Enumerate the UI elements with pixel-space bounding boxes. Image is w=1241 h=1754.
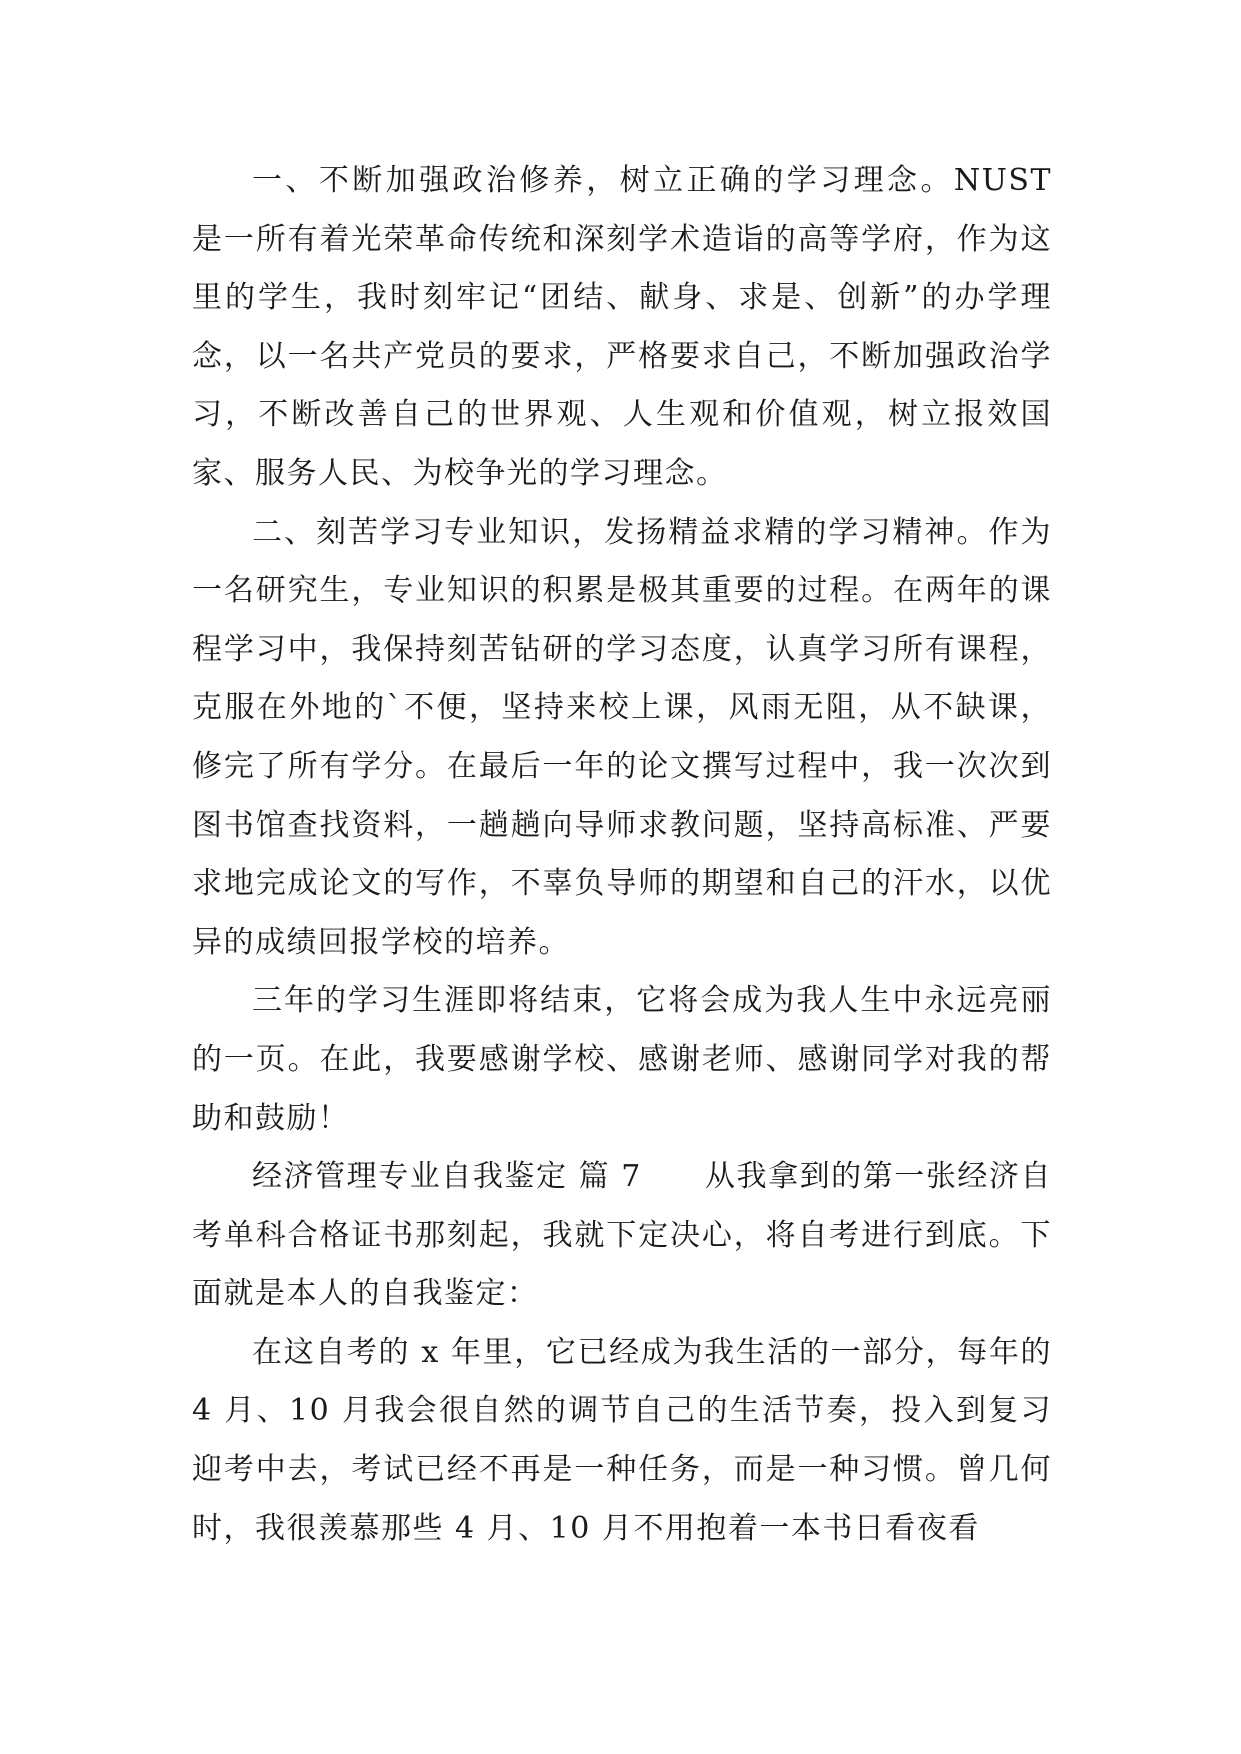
document-body: [192, 152, 1064, 1558]
paragraph-conclusion-thanks: 三年的学习生涯即将结束，它将会成为我人生中永远亮丽的一页。在此，我要感谢学校、感谢老师、感谢同学对我的帮助和鼓励！: [192, 983, 1052, 1136]
paragraph-professional-study: 二、刻苦学习专业知识，发扬精益求精的学习精神。作为一名研究生，专业知识的积累是极其重要的过程。在两年的课程学习中，我保持刻苦钻研的学习态度，认真学习所有课程，克服在外地的`不便，坚持来校上课，风雨无阻，从不缺课，修完了所有学分。在最后一年的论文撰写过程中，我一次次到图书馆查找资料，一趟趟向导师求教问题，坚持高标准、严要求地完成论文的写作，不辜负导师的期望和自己的汗水，以优异的成绩回报学校的培养。: [192, 514, 1052, 960]
paragraph-section-7-intro: 经济管理专业自我鉴定 篇 7 从我拿到的第一张经济自考单科合格证书那刻起，我就下定决心，将自考进行到底。下面就是本人的自我鉴定：: [192, 1159, 1052, 1312]
paragraph-political-cultivation: 一、不断加强政治修养，树立正确的学习理念。NUST 是一所有着光荣革命传统和深刻学术造诣的高等学府，作为这里的学生，我时刻牢记“团结、献身、求是、创新”的办学理念，以一名共产党员的要求，严格要求自己，不断加强政治学习，不断改善自己的世界观、人生观和价值观，树立报效国家、服务人民、为校争光的学习理念。: [192, 163, 1064, 491]
paragraph-self-study-years: 在这自考的 x 年里，它已经成为我生活的一部分，每年的 4 月、10 月我会很自然的调节自己的生活节奏，投入到复习迎考中去，考试已经不再是一种任务，而是一种习惯。曾几何时，我很羡慕那些 4 月、10 月不用抱着一本书日看夜看: [192, 1334, 1064, 1546]
